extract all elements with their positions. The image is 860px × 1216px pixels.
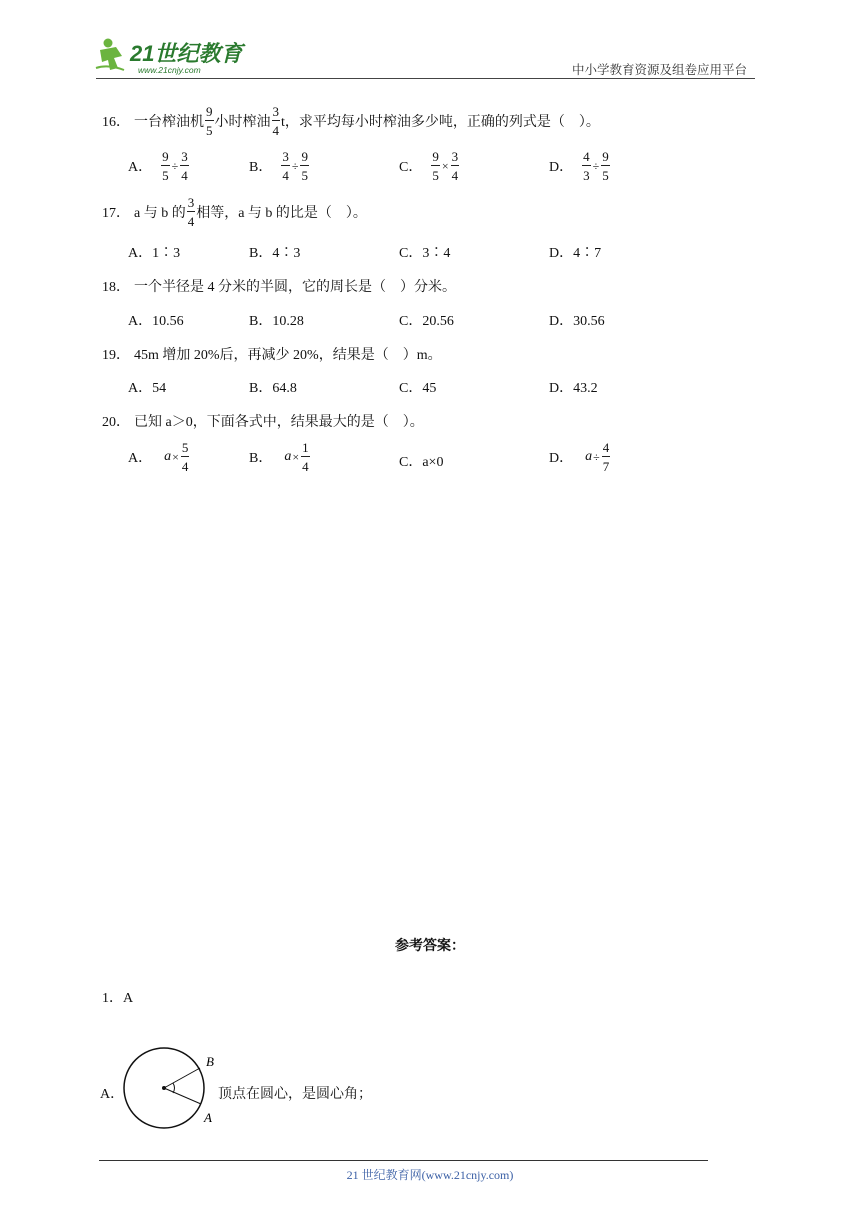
figure-label: A． — [100, 1087, 125, 1102]
point-a-label: A — [204, 1110, 212, 1125]
angle-arc — [173, 1083, 175, 1093]
option-c[interactable]: C． $\frac{9}{5}$ × $\frac{3}{4}$ — [399, 149, 459, 183]
fraction: 3 4 — [187, 195, 195, 229]
option-c[interactable]: C．a×0 — [399, 455, 444, 470]
fraction: 9 5 — [206, 104, 213, 138]
answer-1: 1．A — [102, 991, 134, 1006]
option-d[interactable]: D．30.56 — [549, 314, 605, 329]
svg-text:21世纪教育: 21世纪教育 — [130, 41, 243, 66]
question-text: 一个半径是 4 分米的半圆，它的周长是（ ）分米。 — [134, 280, 456, 295]
option-a[interactable]: A． $\frac{9}{5}$ ÷ $\frac{3}{4}$ — [128, 149, 188, 183]
question-text: 已知 a＞0，下面各式中，结果最大的是（ ）。 — [134, 415, 424, 430]
question-text: t，求平均每小时榨油多少吨，正确的列式是（ ）。 — [281, 115, 600, 130]
answers-title: 参考答案： — [395, 939, 465, 954]
radius-ob — [164, 1068, 200, 1088]
figure-explanation: 顶点在圆心，是圆心角； — [218, 1087, 372, 1102]
point-b-label: B — [206, 1054, 214, 1069]
option-d[interactable]: D．4∶7 — [549, 246, 602, 261]
question-19 — [102, 344, 442, 364]
question-18 — [102, 276, 456, 296]
question-number: 20． — [102, 415, 130, 430]
radius-oa — [164, 1088, 201, 1104]
option-d[interactable]: D．43.2 — [549, 381, 598, 396]
header-divider — [96, 78, 755, 79]
runner-icon — [96, 39, 124, 71]
option-b[interactable]: B． a × $\frac{1}{4}$ — [249, 440, 309, 474]
option-d[interactable]: D． a ÷ $\frac{4}{7}$ — [549, 440, 610, 474]
question-number: 18． — [102, 280, 130, 295]
option-c[interactable]: C．3∶4 — [399, 246, 451, 261]
option-b[interactable]: B．64.8 — [249, 381, 297, 396]
question-text: 相等，a 与 b 的比是（ ）。 — [196, 206, 367, 221]
footer-divider — [99, 1160, 708, 1161]
question-text: 一台榨油机 — [134, 115, 204, 130]
option-a[interactable]: A．10.56 — [128, 314, 184, 329]
footer-link[interactable]: 21 世纪教育网(www.21cnjy.com) — [346, 1168, 514, 1182]
question-text: 小时榨油 — [214, 115, 271, 130]
question-text: a 与 b 的 — [134, 206, 186, 221]
fraction: 3 4 — [272, 104, 279, 138]
option-b[interactable]: B．4∶3 — [249, 246, 301, 261]
question-number: 16． — [102, 115, 130, 130]
option-a[interactable]: A． a × $\frac{5}{4}$ — [128, 440, 189, 474]
central-angle-diagram — [118, 1040, 224, 1136]
option-c[interactable]: C．45 — [399, 381, 437, 396]
question-16 — [102, 105, 600, 137]
option-a[interactable]: A．1∶3 — [128, 246, 181, 261]
question-text: 45m 增加 20%后，再减少 20%，结果是（ ）m。 — [134, 348, 442, 363]
site-tagline: 中小学教育资源及组卷应用平台 — [572, 63, 748, 77]
question-number: 17． — [102, 206, 130, 221]
option-d[interactable]: D． $\frac{4}{3}$ ÷ $\frac{9}{5}$ — [549, 149, 609, 183]
option-a[interactable]: A．54 — [128, 381, 167, 396]
question-20 — [102, 411, 424, 431]
option-b[interactable]: B．10.28 — [249, 314, 304, 329]
site-logo — [94, 34, 264, 78]
option-b[interactable]: B． $\frac{3}{4}$ ÷ $\frac{9}{5}$ — [249, 149, 308, 183]
question-number: 19． — [102, 348, 130, 363]
svg-text:www.21cnjy.com: www.21cnjy.com — [138, 65, 201, 75]
option-c[interactable]: C．20.56 — [399, 314, 454, 329]
question-17 — [102, 196, 367, 228]
